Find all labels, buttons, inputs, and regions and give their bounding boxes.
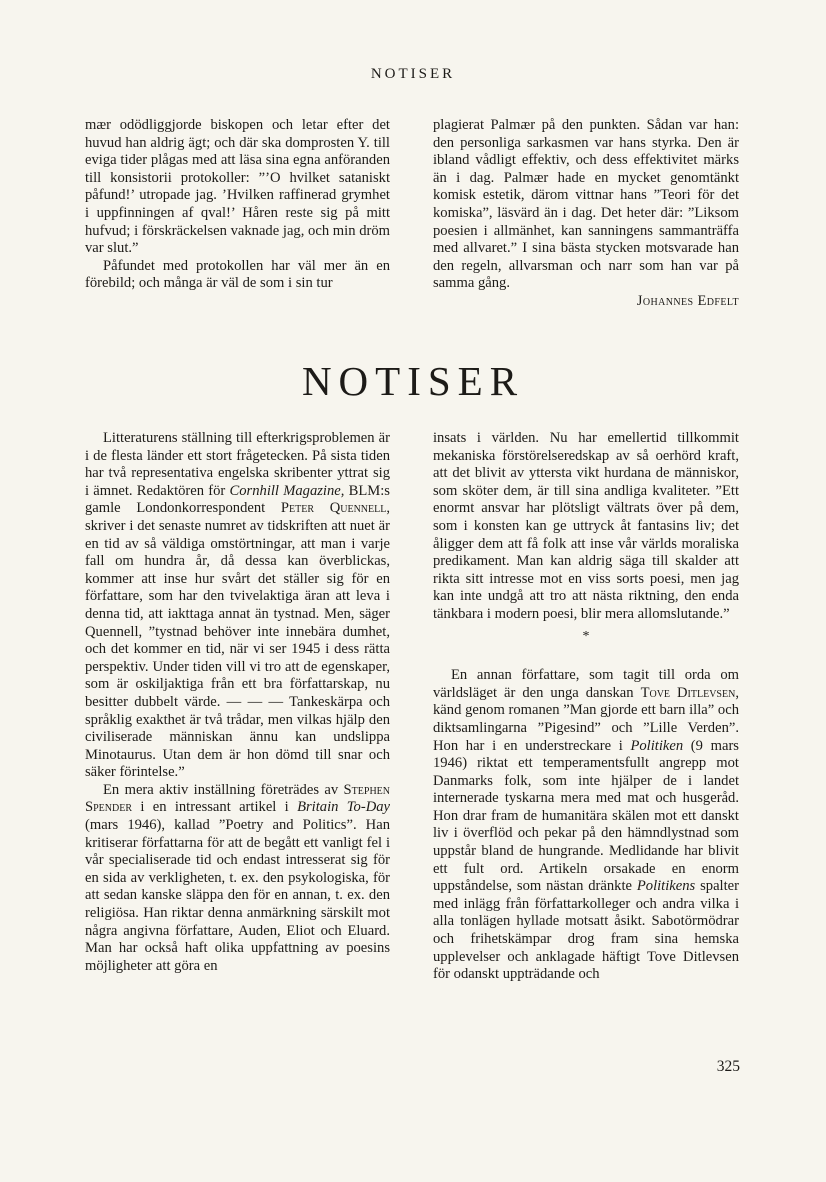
- politiken-title: Politiken: [630, 737, 684, 754]
- peter-quennell-name: Peter Quennell: [280, 500, 387, 517]
- section-title: NOTISER: [301, 358, 525, 404]
- top-left-paragraph-1: mær odödliggjorde biskopen och letar efter det huvud han aldrig ägt; och där ska domprosten Y. till eviga tider plågas med att läsa sina egna anföranden till konsistorii protokoller: ”’O hvilket sataniskt påfund!’ utropade jag. ’Hvilken raffinerad grymhet i uppfinningen af qval!’ Håren reste sig på mitt hufvud; i förskräckelsen vaknade jag, och min dröm var slut.”: [85, 117, 390, 257]
- top-right-column: [433, 117, 739, 311]
- ditlevsen-paragraph: En annan författare, som tagit till orda om världsläget är den unga danskan Tove Ditlevsen, känd genom romanen ”Man gjorde ett barn illa” och diktsamlingarna ”Pigesind” och ”Lille Verden”. Hon har i en understreckare i Politiken (9 mars 1946) riktat ett temperamentsfullt angrepp mot Danmarks folk, som inte hjälper de i landet internerade tyskarna mera med mat och husgeråd. Hon drar fram de humanitära skälen mot ett danskt liv i överflöd och pekar på den hämndlystnad som uppstår bland de hungrande. Medlidande har blivit ett fult ord. Artikeln orsakade en enorm uppståndelse, som nästan dränkte Politikens spalter med inlägg från författarkolleger och andra vilka i alla tonlägen hyllade motsatt åsikt. Sabotörmödrar och frihetskämpar drog fram sina hemska upplevelser och anklagade häftigt Tove Ditlevsen för odanskt uppträdande och: [433, 667, 739, 983]
- bottom-left-column: [85, 430, 390, 975]
- running-head: NOTISER: [370, 66, 456, 82]
- author-signature: Johannes Edfelt: [636, 292, 739, 309]
- politikens-title: Politikens: [636, 878, 696, 895]
- tove-ditlevsen-name: Tove Ditlevsen: [640, 684, 736, 701]
- britain-today-title: Britain To-Day: [297, 799, 391, 816]
- cornhill-magazine-title: Cornhill Magazine,: [229, 482, 345, 499]
- bottom-right-column: [433, 430, 739, 984]
- top-right-paragraph: plagierat Palmær på den punkten. Sådan var han: den personliga sarkasmen var hans styrka. Den är ibland vådligt effektiv, och dess effektivitet märks än i dag. Palmær hade en mycket genomtänkt komisk estetik, därom vittnar hans ”Teori för det komiska”, läsvärd än i dag. Det heter där: ”Liksom poesien i allmänhet, kan sanningens sammanträffa med allvaret.” I sina bästa stycken motsvarade han den regeln, allvarsman och narr som han var på samma gång.: [433, 117, 739, 292]
- page-number: 325: [716, 1058, 740, 1075]
- spender-paragraph: En mera aktiv inställning företrädes av Stephen Spender i en intressant artikel i Britain To-Day (mars 1946), kallad ”Poetry and Politics”. Han kritiserar författarna för att de begått ett vanligt fel i vår specialiserade tid och endast intresserat sig för en sida av verkligheten, t. ex. den psykologiska, för att sedan kanske släppa den för en annan, t. ex. den religiösa. Han riktar denna anmärkning särskilt mot några angivna författare, Auden, Eliot och Eluard. Man har också haft olika uppfattning av poesins möjligheter att göra en: [85, 781, 391, 974]
- stephen-spender-name: Stephen Spender: [85, 781, 390, 816]
- section-separator-asterisk: *: [582, 628, 590, 644]
- spender-continuation-paragraph: insats i världen. Nu har emellertid tillkommit mekaniska förstörelseredskap av så oerhörd kraft, att det blivit av yttersta vikt hurdana de människor, som sköter dem, är till sina andliga kvaliteter. ”Ett enormt ansvar har plötsligt vältrats över på dem, som i konsten kan ge uttryck åt fantasins liv; det åligger dem att få folk att inse vår världs moraliska predikament. Man kan aldrig säga till skalder att rikta sitt intresse mot en viss sorts poesi, men jag kan inte undgå att tro att nästa riktning, den enda tänkbara i modern poesi, blir mera allomslutande.”: [433, 430, 739, 622]
- top-left-column: [85, 117, 390, 293]
- top-left-paragraph-2: Påfundet med protokollen har väl mer än en förebild; och många är väl de som i sin tur: [85, 257, 390, 292]
- quennell-paragraph: Litteraturens ställning till efterkrigsproblemen är i de flesta länder ett stort frågetecken. På sista tiden har två representativa engelska skribenter yttrat sig i ämnet. Redaktören för Cornhill Magazine, BLM:s gamle Londonkorrespondent Peter Quennell, skriver i det senaste numret av tidskriften att nuet är en tid av så väldiga omstörtningar, att man i varje fall om hundra år, då dessa kan överblickas, kommer att inse hur svårt det ställer sig för en författare, som har den tvivelaktiga äran att leva i denna tid, att iakttaga annat än tystnad. Men, säger Quennell, ”tystnad behöver inte innebära dumhet, och det kommer en tid, när vi ser 1945 i dess rätta perspektiv. Under tiden vill vi tro att de egenskaper, som är oskiljaktiga från ett bra författarskap, nu besitter dubbelt värde. — — — Tankeskärpa och språklig exakthet är två trådar, men vilkas hjälp den civiliserade människan ännu kan undslippa Minotaurus. Utan dem är hon dömd till snar och säker förintelse.”: [85, 430, 390, 781]
